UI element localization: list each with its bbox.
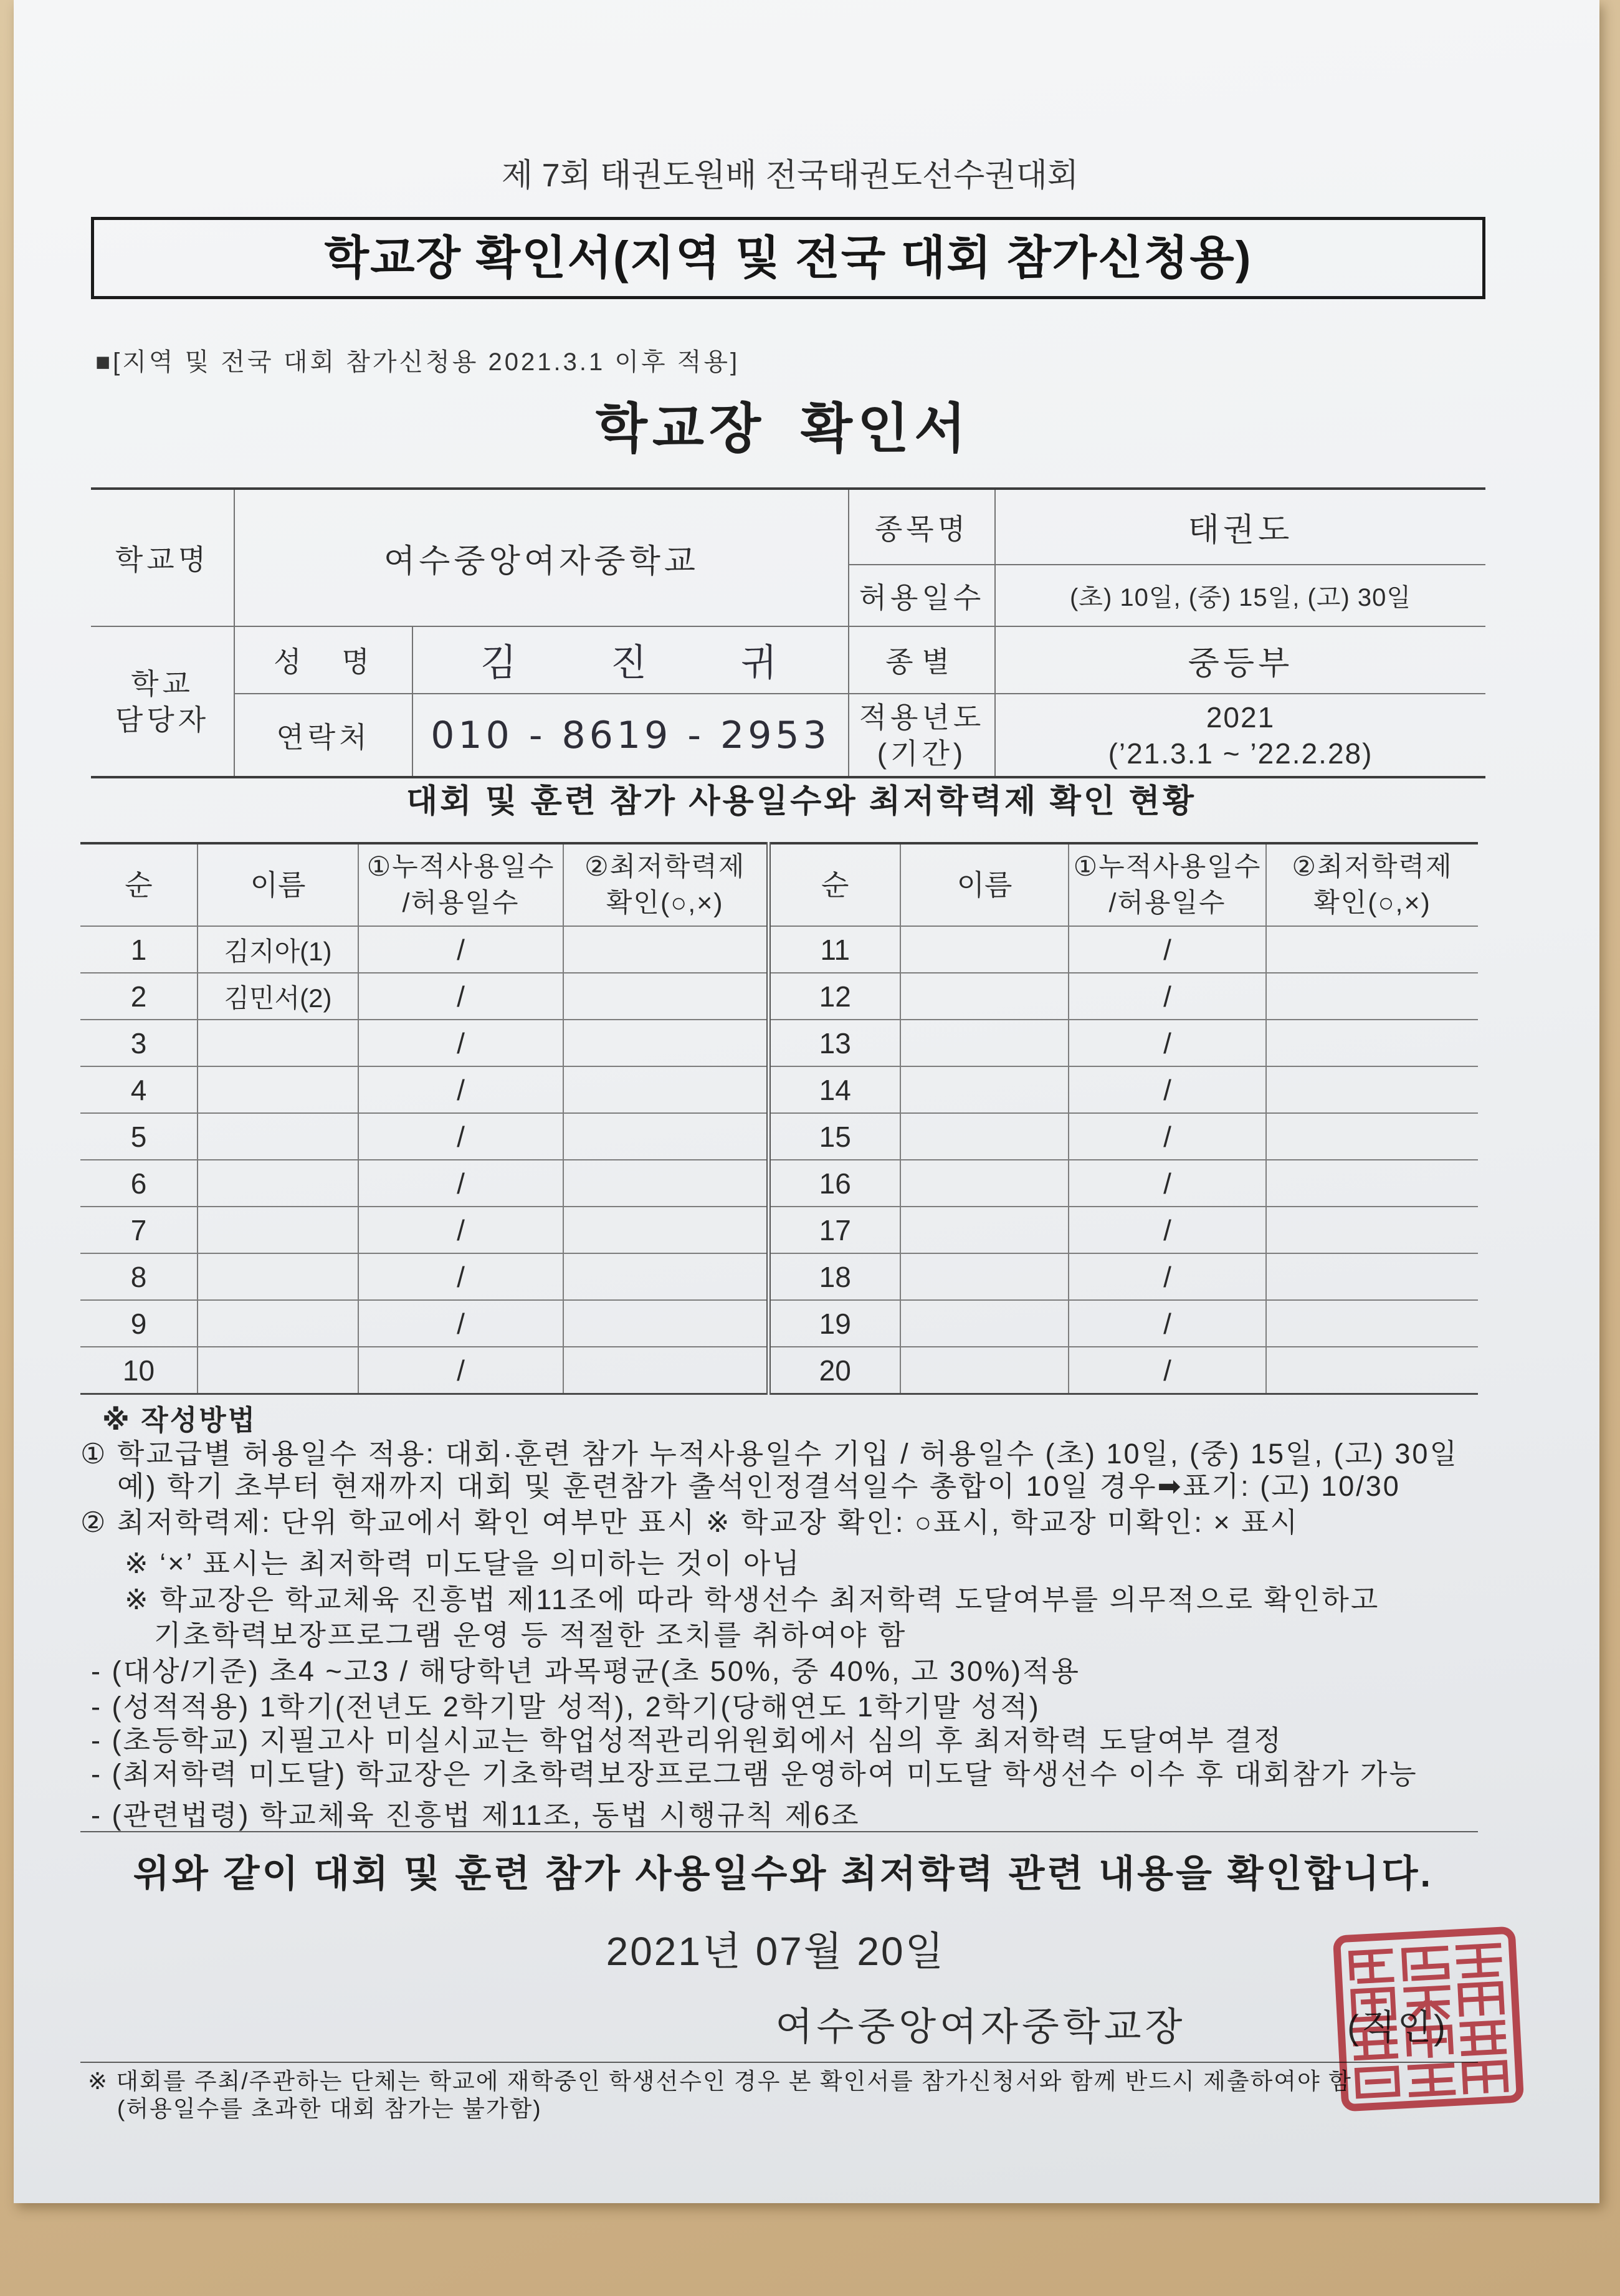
instruction-line: - (최저학력 미도달) 학교장은 기초학력보장프로그램 운영하여 미도달 학생선수 이수 후 대회참가 가능	[91, 1758, 1418, 1790]
min-academic-check-cell	[1266, 1253, 1478, 1300]
year-value-year: 2021	[1206, 701, 1275, 734]
table-row	[80, 1253, 1478, 1300]
official-seal	[1330, 1925, 1527, 2113]
manager-name-value: 김 진 귀	[412, 626, 849, 694]
manager-label	[91, 626, 234, 777]
footnote-line: (허용일수를 초과한 대회 참가는 불가함)	[117, 2096, 542, 2121]
participation-status-table	[80, 842, 1478, 1395]
row-number-cell: 8	[80, 1253, 198, 1300]
table-row	[80, 926, 1478, 973]
min-academic-check-cell	[563, 1113, 768, 1160]
table-body	[80, 926, 1478, 1394]
instruction-line: - (관련법령) 학교체육 진흥법 제11조, 동법 시행규칙 제6조	[91, 1799, 860, 1831]
instruction-line: - (초등학교) 지필고사 미실시교는 학업성적관리위원회에서 심의 후 최저학력 도달여부 결정	[91, 1724, 1283, 1756]
header-check-line1: ②최저학력제	[1292, 852, 1453, 882]
table-row	[80, 973, 1478, 1020]
student-name-cell	[900, 1300, 1069, 1347]
divider	[80, 2062, 1478, 2063]
instruction-line: 기초학력보장프로그램 운영 등 적절한 조치를 취하여야 함	[154, 1619, 907, 1651]
student-name-cell	[900, 1066, 1069, 1113]
row-number-cell: 15	[768, 1113, 900, 1160]
header-check	[563, 843, 768, 926]
year-value-period: (’21.3.1 ~ ’22.2.28)	[1108, 737, 1373, 770]
student-name-cell	[198, 1160, 358, 1207]
header-no: 순	[768, 843, 900, 926]
min-academic-check-cell	[563, 1020, 768, 1066]
manager-label-line2: 담당자	[115, 703, 210, 736]
manager-name-label: 성 명	[234, 626, 412, 694]
header-name: 이름	[198, 843, 358, 926]
instruction-line: ※ ‘×’ 표시는 최저학력 미도달을 의미하는 것이 아님	[125, 1547, 801, 1579]
contact-value: 010 - 8619 - 2953	[412, 694, 849, 777]
days-ratio-cell: /	[1069, 1253, 1266, 1300]
header-check-line1: ②최저학력제	[584, 852, 746, 882]
header-check-line2: 확인(○,×)	[606, 888, 724, 918]
min-academic-check-cell	[563, 973, 768, 1020]
header-days-line2: /허용일수	[1108, 888, 1226, 918]
min-academic-check-cell	[1266, 926, 1478, 973]
confirmation-statement: 위와 같이 대회 및 훈련 참가 사용일수와 최저학력 관련 내용을 확인합니다.	[133, 1853, 1434, 1895]
days-ratio-cell: /	[1069, 1300, 1266, 1347]
min-academic-check-cell	[563, 1066, 768, 1113]
student-name-cell	[198, 1347, 358, 1394]
table-header-row	[80, 843, 1478, 926]
seal-graphic	[1330, 1925, 1527, 2113]
header-check	[1266, 843, 1478, 926]
student-name-cell	[900, 1113, 1069, 1160]
days-ratio-cell: /	[1069, 1113, 1266, 1160]
division-value: 중등부	[995, 626, 1485, 694]
instruction-line: ② 최저학력제: 단위 학교에서 확인 여부만 표시 ※ 학교장 확인: ○표시, 학교장 미확인: × 표시	[80, 1506, 1300, 1538]
min-academic-check-cell	[1266, 1160, 1478, 1207]
principal-title: 여수중앙여자중학교장	[775, 2006, 1186, 2049]
student-name-cell	[198, 1113, 358, 1160]
student-name-cell	[900, 1347, 1069, 1394]
days-ratio-cell: /	[358, 1207, 563, 1253]
table-row	[80, 1160, 1478, 1207]
event-title: 제 7회 태권도원배 전국태권도선수권대회	[501, 158, 1079, 194]
table-row	[80, 1347, 1478, 1394]
min-academic-check-cell	[563, 1300, 768, 1347]
instruction-line: - (성적적용) 1학기(전년도 2학기말 성적), 2학기(당해연도 1학기말 성적)	[91, 1691, 1041, 1723]
min-academic-check-cell	[1266, 1066, 1478, 1113]
days-ratio-cell: /	[1069, 1207, 1266, 1253]
table-row	[80, 1113, 1478, 1160]
header-check-line2: 확인(○,×)	[1313, 888, 1431, 918]
instructions-heading: ※ 작성방법	[102, 1404, 257, 1436]
seal-label: (직인)	[1347, 2007, 1448, 2047]
row-number-cell: 4	[80, 1066, 198, 1113]
student-name-cell: 김민서(2)	[198, 973, 358, 1020]
student-name-cell	[900, 1253, 1069, 1300]
document-title-box: 학교장 확인서(지역 및 전국 대회 참가신청용)	[91, 217, 1485, 299]
allowed-days-label: 허용일수	[849, 565, 995, 626]
division-label: 종별	[849, 626, 995, 694]
min-academic-check-cell	[1266, 1113, 1478, 1160]
header-days-line1: ①누적사용일수	[1073, 852, 1262, 882]
student-name-cell	[900, 973, 1069, 1020]
row-number-cell: 16	[768, 1160, 900, 1207]
min-academic-check-cell	[563, 1207, 768, 1253]
student-name-cell	[198, 1066, 358, 1113]
row-number-cell: 12	[768, 973, 900, 1020]
min-academic-check-cell	[563, 1160, 768, 1207]
row-number-cell: 10	[80, 1347, 198, 1394]
row-number-cell: 19	[768, 1300, 900, 1347]
student-name-cell	[900, 926, 1069, 973]
row-number-cell: 5	[80, 1113, 198, 1160]
student-name-cell	[900, 1160, 1069, 1207]
days-ratio-cell: /	[1069, 1347, 1266, 1394]
days-ratio-cell: /	[358, 1020, 563, 1066]
min-academic-check-cell	[1266, 973, 1478, 1020]
header-no: 순	[80, 843, 198, 926]
days-ratio-cell: /	[358, 1066, 563, 1113]
confirmation-date: 2021년 07월 20일	[606, 1929, 946, 1974]
instruction-line: ① 학교급별 허용일수 적용: 대회·훈련 참가 누적사용일수 기입 / 허용일수 (초) 10일, (중) 15일, (고) 30일	[80, 1438, 1459, 1470]
sport-label: 종목명	[849, 489, 995, 565]
header-days-line1: ①누적사용일수	[366, 852, 555, 882]
days-ratio-cell: /	[358, 1300, 563, 1347]
row-number-cell: 13	[768, 1020, 900, 1066]
min-academic-check-cell	[563, 1347, 768, 1394]
row-number-cell: 6	[80, 1160, 198, 1207]
days-ratio-cell: /	[1069, 1160, 1266, 1207]
student-name-cell: 김지아(1)	[198, 926, 358, 973]
row-number-cell: 14	[768, 1066, 900, 1113]
status-section-title: 대회 및 훈련 참가 사용일수와 최저학력제 확인 현황	[406, 783, 1197, 820]
year-label-line1: 적용년도	[859, 701, 985, 734]
student-name-cell	[198, 1020, 358, 1066]
min-academic-check-cell	[1266, 1020, 1478, 1066]
student-name-cell	[900, 1020, 1069, 1066]
student-name-cell	[198, 1300, 358, 1347]
table-row	[80, 1300, 1478, 1347]
row-number-cell: 3	[80, 1020, 198, 1066]
row-number-cell: 18	[768, 1253, 900, 1300]
days-ratio-cell: /	[358, 926, 563, 973]
manager-label-line1: 학교	[131, 667, 194, 700]
days-ratio-cell: /	[1069, 926, 1266, 973]
days-ratio-cell: /	[358, 973, 563, 1020]
days-ratio-cell: /	[1069, 1066, 1266, 1113]
student-name-cell	[198, 1253, 358, 1300]
sport-value: 태권도	[995, 489, 1485, 565]
instruction-line: - (대상/기준) 초4 ~고3 / 해당학년 과목평균(초 50%, 중 40%, 고 30%)적용	[91, 1655, 1080, 1687]
row-number-cell: 1	[80, 926, 198, 973]
min-academic-check-cell	[563, 1253, 768, 1300]
days-ratio-cell: /	[1069, 1020, 1266, 1066]
contact-label: 연락처	[234, 694, 412, 777]
student-name-cell	[900, 1207, 1069, 1253]
seal-glyphs	[1351, 1946, 1506, 2098]
row-number-cell: 9	[80, 1300, 198, 1347]
days-ratio-cell: /	[1069, 973, 1266, 1020]
student-name-cell	[198, 1207, 358, 1253]
year-label	[849, 694, 995, 777]
row-number-cell: 11	[768, 926, 900, 973]
divider	[80, 1831, 1478, 1832]
header-name: 이름	[900, 843, 1069, 926]
school-name-value: 여수중앙여자중학교	[234, 489, 849, 626]
allowed-days-value: (초) 10일, (중) 15일, (고) 30일	[995, 565, 1485, 626]
year-value	[995, 694, 1485, 777]
year-label-line2: (기간)	[877, 737, 967, 770]
school-name-label: 학교명	[91, 489, 234, 626]
row-number-cell: 7	[80, 1207, 198, 1253]
row-number-cell: 17	[768, 1207, 900, 1253]
instruction-line: 예) 학기 초부터 현재까지 대회 및 훈련참가 출석인정결석일수 총합이 10일 경우➡표기: (고) 10/30	[117, 1470, 1401, 1502]
row-number-cell: 20	[768, 1347, 900, 1394]
header-days-line2: /허용일수	[402, 888, 520, 918]
instruction-line: ※ 학교장은 학교체육 진흥법 제11조에 따라 학생선수 최저학력 도달여부를 의무적으로 확인하고	[125, 1584, 1380, 1615]
form-title: 학교장 확인서	[595, 399, 971, 459]
min-academic-check-cell	[563, 926, 768, 973]
header-days	[358, 843, 563, 926]
days-ratio-cell: /	[358, 1113, 563, 1160]
days-ratio-cell: /	[358, 1253, 563, 1300]
table-row	[80, 1066, 1478, 1113]
min-academic-check-cell	[1266, 1300, 1478, 1347]
row-number-cell: 2	[80, 973, 198, 1020]
footnote-line: ※ 대회를 주최/주관하는 단체는 학교에 재학중인 학생선수인 경우 본 확인서를 참가신청서와 함께 반드시 제출하여야 함	[88, 2069, 1352, 2094]
min-academic-check-cell	[1266, 1347, 1478, 1394]
applicability-notice: ■[지역 및 전국 대회 참가신청용 2021.3.1 이후 적용]	[95, 348, 740, 376]
days-ratio-cell: /	[358, 1347, 563, 1394]
table-row	[80, 1020, 1478, 1066]
header-days	[1069, 843, 1266, 926]
table-row	[80, 1207, 1478, 1253]
days-ratio-cell: /	[358, 1160, 563, 1207]
min-academic-check-cell	[1266, 1207, 1478, 1253]
school-info-table	[91, 487, 1485, 778]
